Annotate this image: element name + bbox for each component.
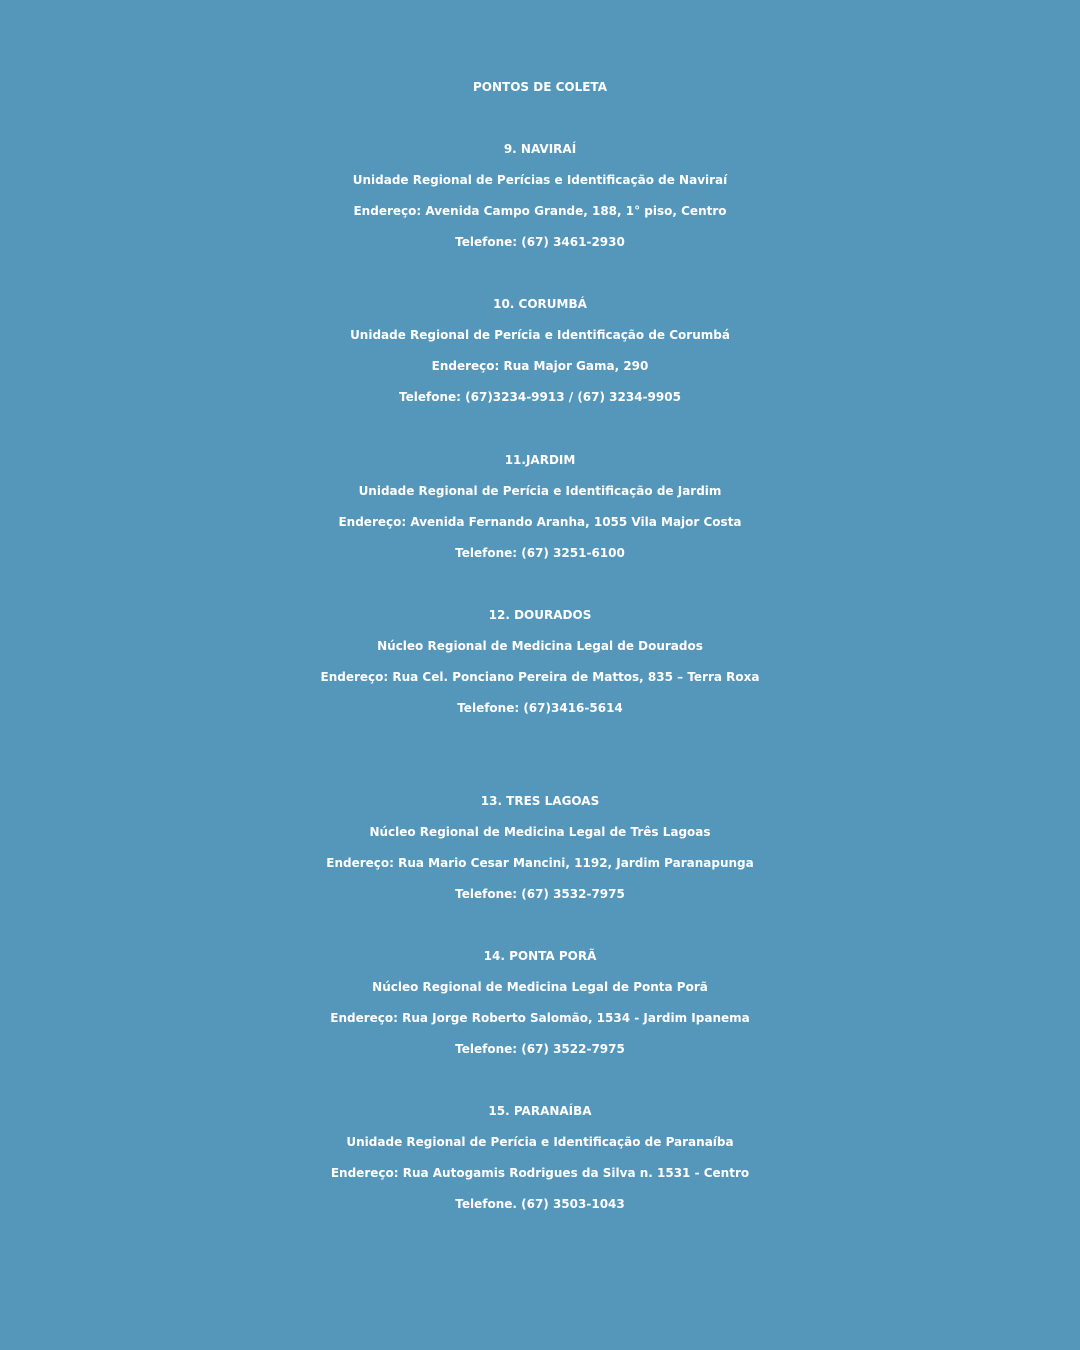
entry-heading: 13. TRES LAGOAS: [480, 794, 600, 808]
entry-address: Endereço: Avenida Fernando Aranha, 1055 Vila Major Costa: [338, 515, 742, 529]
entry-heading: 15. PARANAÍBA: [488, 1104, 592, 1118]
entry-phone: Telefone: (67) 3251-6100: [455, 546, 625, 560]
entry-address: Endereço: Avenida Campo Grande, 188, 1° piso, Centro: [353, 204, 727, 218]
entry-heading: 10. CORUMBÁ: [493, 297, 587, 311]
entry-unit: Unidade Regional de Perícias e Identificação de Naviraí: [352, 173, 728, 187]
entry-address: Endereço: Rua Cel. Ponciano Pereira de Mattos, 835 – Terra Roxa: [320, 670, 760, 684]
entry-navirai: [0, 134, 1080, 258]
entry-address: Endereço: Rua Autogamis Rodrigues da Silva n. 1531 - Centro: [330, 1166, 750, 1180]
entry-address: Endereço: Rua Major Gama, 290: [431, 359, 649, 373]
entry-unit: Núcleo Regional de Medicina Legal de Dourados: [377, 639, 703, 653]
entry-heading: 12. DOURADOS: [488, 608, 592, 622]
entry-unit: Núcleo Regional de Medicina Legal de Três Lagoas: [369, 825, 711, 839]
entry-heading: 9. NAVIRAÍ: [503, 142, 577, 156]
entry-unit: Unidade Regional de Perícia e Identificação de Jardim: [358, 484, 722, 498]
entry-heading: 11.JARDIM: [504, 453, 576, 467]
entry-address: Endereço: Rua Jorge Roberto Salomão, 1534 - Jardim Ipanema: [330, 1011, 750, 1025]
entry-phone: Telefone: (67)3234-9913 / (67) 3234-9905: [399, 390, 681, 404]
entry-phone: Telefone: (67) 3461-2930: [455, 235, 625, 249]
entry-dourados: [0, 600, 1080, 724]
entry-unit: Núcleo Regional de Medicina Legal de Ponta Porã: [372, 980, 708, 994]
entry-ponta-pora: [0, 941, 1080, 1065]
entry-paranaiba: [0, 1096, 1080, 1220]
entry-address: Endereço: Rua Mario Cesar Mancini, 1192, Jardim Paranapunga: [326, 856, 754, 870]
entry-corumba: [0, 289, 1080, 413]
entry-tres-lagoas: [0, 786, 1080, 910]
entry-jardim: [0, 445, 1080, 569]
page-title: PONTOS DE COLETA: [473, 80, 607, 94]
entry-phone: Telefone. (67) 3503-1043: [455, 1197, 625, 1211]
entry-phone: Telefone: (67) 3522-7975: [455, 1042, 625, 1056]
entry-phone: Telefone: (67) 3532-7975: [455, 887, 625, 901]
entry-unit: Unidade Regional de Perícia e Identificação de Paranaíba: [346, 1135, 734, 1149]
entry-phone: Telefone: (67)3416-5614: [457, 701, 623, 715]
entry-heading: 14. PONTA PORÃ: [483, 949, 597, 963]
entry-unit: Unidade Regional de Perícia e Identificação de Corumbá: [350, 328, 730, 342]
